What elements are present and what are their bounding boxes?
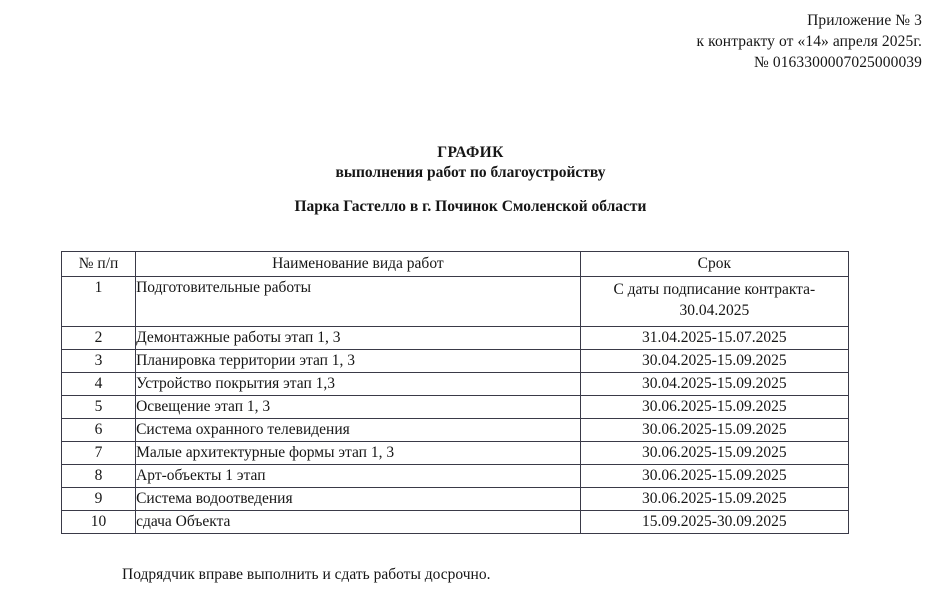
row-term: 30.06.2025-15.09.2025: [580, 442, 848, 465]
row-term: 30.06.2025-15.09.2025: [580, 419, 848, 442]
table-row: [62, 350, 849, 373]
table-row: [62, 277, 849, 327]
row-number: 8: [62, 465, 136, 488]
appendix-number-line: Приложение № 3: [807, 12, 922, 29]
row-number: 3: [62, 350, 136, 373]
page-object-title: Парка Гастелло в г. Починок Смоленской области: [294, 198, 647, 215]
row-number: 2: [62, 327, 136, 350]
row-term-line1: С даты подписание контракта-: [613, 281, 816, 298]
contract-number-line: № 0163300007025000039: [753, 54, 922, 71]
table-row: [62, 442, 849, 465]
table-row: [62, 396, 849, 419]
row-work-name: Демонтажные работы этап 1, 3: [136, 327, 581, 350]
row-number: 5: [62, 396, 136, 419]
document-title-block: [0, 143, 941, 217]
table-row: [62, 327, 849, 350]
column-header-term: Срок: [580, 252, 848, 277]
row-term: 30.06.2025-15.09.2025: [580, 465, 848, 488]
row-work-name: сдача Объекта: [136, 511, 581, 534]
column-header-work-name: Наименование вида работ: [136, 252, 581, 277]
schedule-table: [61, 251, 849, 534]
table-row: [62, 511, 849, 534]
row-work-name: Подготовительные работы: [136, 277, 581, 327]
row-number: 4: [62, 373, 136, 396]
row-term: 30.04.2025-15.09.2025: [580, 373, 848, 396]
row-term: 31.04.2025-15.07.2025: [580, 327, 848, 350]
page-title: ГРАФИК: [437, 144, 504, 161]
row-term: 30.06.2025-15.09.2025: [580, 488, 848, 511]
table-row: [62, 373, 849, 396]
row-term: 15.09.2025-30.09.2025: [580, 511, 848, 534]
row-number: 7: [62, 442, 136, 465]
table-row: [62, 488, 849, 511]
row-work-name: Малые архитектурные формы этап 1, 3: [136, 442, 581, 465]
contract-date-line: к контракту от «14» апреля 2025г.: [696, 33, 922, 50]
row-term: [580, 277, 848, 327]
row-number: 9: [62, 488, 136, 511]
row-work-name: Арт-объекты 1 этап: [136, 465, 581, 488]
row-number: 6: [62, 419, 136, 442]
row-work-name: Освещение этап 1, 3: [136, 396, 581, 419]
table-row: [62, 419, 849, 442]
row-work-name: Система охранного телевидения: [136, 419, 581, 442]
table-header-row: [62, 252, 849, 277]
row-work-name: Планировка территории этап 1, 3: [136, 350, 581, 373]
footer-note: Подрядчик вправе выполнить и сдать работы досрочно.: [122, 566, 491, 583]
row-number: 1: [62, 277, 136, 327]
row-work-name: Система водоотведения: [136, 488, 581, 511]
row-term: 30.06.2025-15.09.2025: [580, 396, 848, 419]
row-term-line2: 30.04.2025: [679, 302, 750, 319]
table-row: [62, 465, 849, 488]
row-number: 10: [62, 511, 136, 534]
row-work-name: Устройство покрытия этап 1,3: [136, 373, 581, 396]
appendix-header: [697, 10, 923, 73]
row-term: 30.04.2025-15.09.2025: [580, 350, 848, 373]
column-header-number: № п/п: [62, 252, 136, 277]
page-subtitle: выполнения работ по благоустройству: [335, 164, 606, 181]
